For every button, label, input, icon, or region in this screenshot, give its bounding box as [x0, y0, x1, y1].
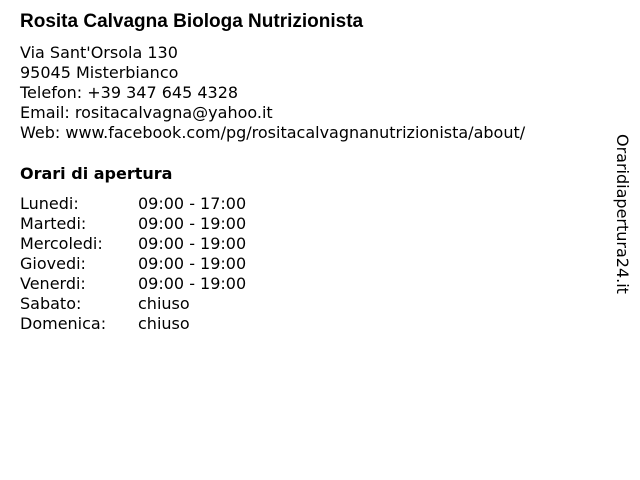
web-line: Web: www.facebook.com/pg/rositacalvagnanutrizionista/about/	[20, 123, 526, 142]
hours-time: 09:00 - 19:00	[138, 234, 247, 253]
contact-block	[20, 43, 525, 143]
hours-time: 09:00 - 19:00	[138, 214, 247, 233]
hours-day: Martedi:	[20, 214, 87, 233]
hours-day: Domenica:	[20, 314, 107, 333]
site-watermark: Oraridiapertura24.it	[613, 134, 632, 294]
address-street: Via Sant'Orsola 130	[20, 43, 178, 62]
hours-day: Mercoledi:	[20, 234, 103, 253]
hours-title: Orari di apertura	[20, 164, 173, 183]
hours-day: Lunedi:	[20, 194, 79, 213]
hours-day: Venerdi:	[20, 274, 86, 293]
hours-time: 09:00 - 19:00	[138, 274, 247, 293]
hours-day: Sabato:	[20, 294, 82, 313]
hours-time: 09:00 - 17:00	[138, 194, 247, 213]
hours-time: chiuso	[138, 294, 190, 313]
hours-time: 09:00 - 19:00	[138, 254, 247, 273]
address-city: 95045 Misterbianco	[20, 63, 179, 82]
business-name: Rosita Calvagna Biologa Nutrizionista	[20, 11, 364, 32]
phone-line: Telefon: +39 347 645 4328	[20, 83, 239, 102]
hours-time: chiuso	[138, 314, 190, 333]
hours-day: Giovedi:	[20, 254, 86, 273]
email-line: Email: rositacalvagna@yahoo.it	[20, 103, 273, 122]
